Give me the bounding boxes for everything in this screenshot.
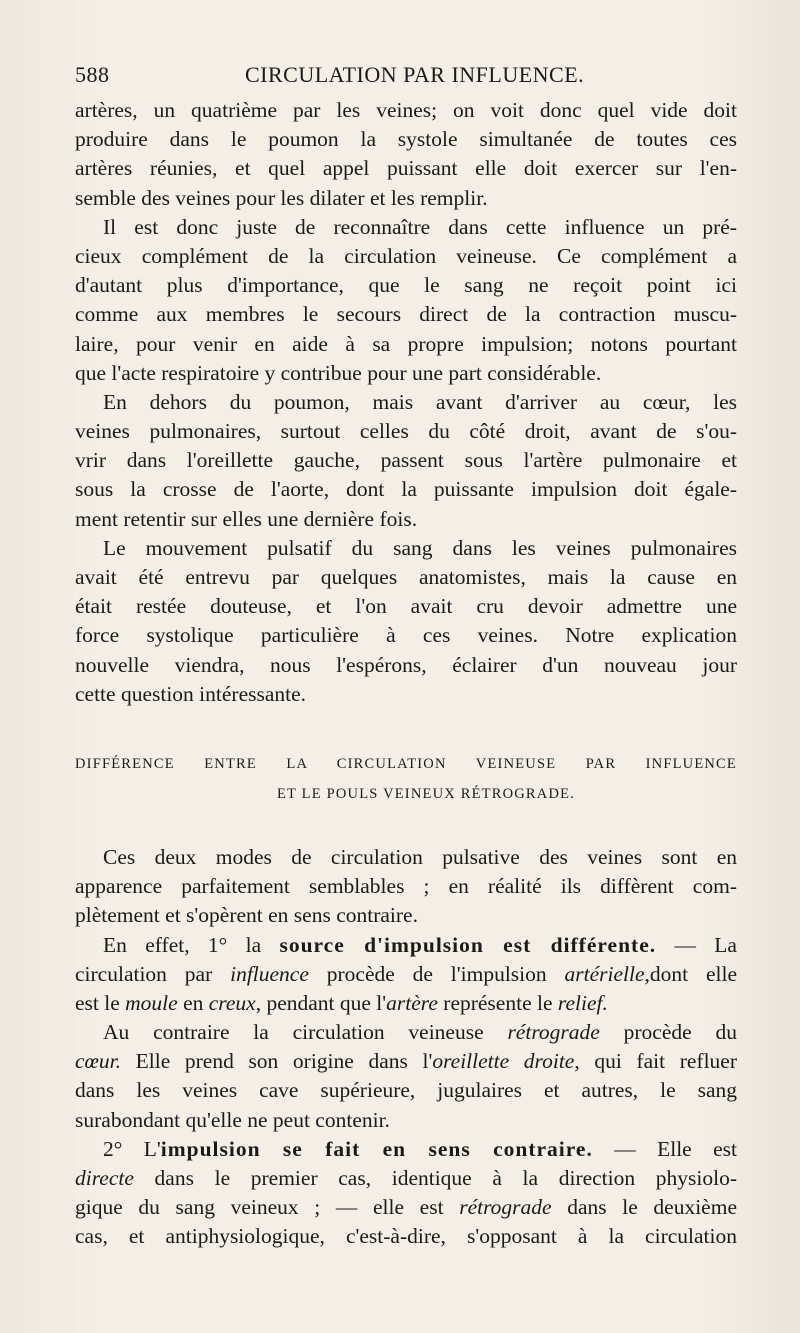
paragraph-3 bbox=[75, 388, 737, 534]
text-run: qui fait refluer bbox=[579, 1049, 737, 1074]
text-line: cette question intéressante. bbox=[75, 681, 307, 706]
paragraph-1 bbox=[75, 96, 737, 213]
bold-phrase: impulsion se fait en sens contraire. bbox=[160, 1136, 593, 1161]
text-line: cas, et antiphysiologique, c'est-à-dire, s'opposant à la circulation bbox=[75, 1224, 737, 1249]
text-line bbox=[75, 989, 737, 1018]
italic-word: cœur. bbox=[75, 1049, 121, 1074]
italic-word: oreillette droite, bbox=[432, 1049, 580, 1074]
text-line bbox=[75, 1135, 737, 1164]
text-line bbox=[75, 1193, 737, 1222]
text-run: Elle prend son origine dans l' bbox=[121, 1049, 433, 1074]
section-paragraph-1 bbox=[75, 843, 737, 931]
text-line: force systolique particulière à ces veines. Notre explication bbox=[75, 623, 737, 648]
text-line: était restée douteuse, et l'on avait cru devoir admettre une bbox=[75, 594, 737, 619]
text-run: gique du sang veineux ; — elle est bbox=[75, 1195, 460, 1220]
text-line: vrir dans l'oreillette gauche, passent sous l'artère pulmonaire et bbox=[75, 448, 737, 473]
section-paragraph-2 bbox=[75, 931, 737, 1019]
italic-word: rétrograde bbox=[507, 1020, 600, 1045]
text-line: avait été entrevu par quelques anatomistes, mais la cause en bbox=[75, 565, 737, 589]
text-run: procède de l'impulsion bbox=[308, 961, 565, 986]
text-run: Au contraire la circulation veineuse bbox=[103, 1020, 508, 1045]
text-line: ment retentir sur elles une dernière fois. bbox=[75, 506, 418, 531]
text-line: Il est donc juste de reconnaître dans cette influence un pré- bbox=[103, 214, 737, 239]
text-line: apparence parfaitement semblables ; en réalité ils diffèrent com- bbox=[75, 874, 737, 899]
text-line: En dehors du poumon, mais avant d'arriver au cœur, les bbox=[103, 389, 737, 414]
text-line: Le mouvement pulsatif du sang dans les veines pulmonaires bbox=[103, 535, 737, 560]
text-line: comme aux membres le secours direct de la contraction muscu- bbox=[75, 302, 737, 327]
section-heading-line-1: DIFFÉRENCE ENTRE LA CIRCULATION VEINEUSE PAR INFLUENCE bbox=[75, 755, 737, 772]
text-run: est le bbox=[75, 990, 126, 1015]
text-run: circulation par bbox=[75, 961, 231, 986]
text-run: dans le premier cas, identique à la direction physiolo- bbox=[133, 1166, 737, 1190]
page-body bbox=[75, 96, 737, 1252]
text-run: procède du bbox=[599, 1020, 737, 1045]
italic-word: influence bbox=[230, 961, 309, 986]
text-line: dans les veines cave supérieure, jugulaires et autres, le sang bbox=[75, 1078, 737, 1103]
italic-word: relief. bbox=[557, 990, 608, 1015]
page-number: 588 bbox=[75, 62, 110, 87]
running-title: CIRCULATION PAR INFLUENCE. bbox=[245, 62, 585, 87]
text-line: laire, pour venir en aide à sa propre impulsion; notons pourtant bbox=[75, 331, 737, 356]
section-paragraph-4 bbox=[75, 1135, 737, 1252]
bold-phrase: source d'impulsion est différente. bbox=[279, 932, 657, 957]
text-line: d'autant plus d'importance, que le sang ne reçoit point ici bbox=[75, 273, 737, 298]
paragraph-4 bbox=[75, 534, 737, 709]
text-run: représente le bbox=[437, 990, 558, 1015]
section-heading-line-2: ET LE POULS VEINEUX RÉTROGRADE. bbox=[276, 785, 576, 802]
text-line: semble des veines pour les dilater et les remplir. bbox=[75, 185, 488, 210]
italic-word: artérielle, bbox=[564, 961, 650, 986]
section-paragraph-3 bbox=[75, 1018, 737, 1135]
text-line: artères, un quatrième par les veines; on voit donc quel vide doit bbox=[75, 98, 737, 122]
text-run: , pendant que l' bbox=[255, 990, 387, 1015]
text-line bbox=[75, 1018, 737, 1047]
text-line bbox=[75, 1164, 737, 1193]
text-line bbox=[75, 960, 737, 989]
text-line: produire dans le poumon la systole simultanée de toutes ces bbox=[75, 127, 737, 152]
text-line bbox=[75, 931, 737, 960]
text-line: plètement et s'opèrent en sens contraire. bbox=[75, 903, 418, 928]
italic-word: directe bbox=[75, 1166, 134, 1190]
text-line: artères réunies, et quel appel puissant elle doit exercer sur l'en- bbox=[75, 156, 737, 181]
running-header bbox=[75, 62, 735, 92]
paragraph-2 bbox=[75, 213, 737, 388]
text-run: dont elle bbox=[649, 961, 737, 986]
text-line: veines pulmonaires, surtout celles du côté droit, avant de s'ou- bbox=[75, 419, 737, 444]
text-run: — Elle est bbox=[592, 1136, 737, 1161]
italic-word: rétrograde bbox=[459, 1195, 552, 1220]
text-line bbox=[75, 1047, 737, 1076]
text-line: cieux complément de la circulation veineuse. Ce complément a bbox=[75, 243, 737, 268]
text-line: nouvelle viendra, nous l'espérons, éclairer d'un nouveau jour bbox=[75, 652, 737, 677]
text-run: 2° L' bbox=[103, 1136, 161, 1161]
italic-word: creux bbox=[208, 990, 256, 1015]
text-line: que l'acte respiratoire y contribue pour une part considérable. bbox=[75, 360, 602, 385]
text-run: En effet, 1° la bbox=[103, 932, 280, 957]
text-run: — La bbox=[656, 932, 737, 957]
italic-word: artère bbox=[386, 990, 438, 1015]
text-run: dans le deuxième bbox=[551, 1195, 737, 1220]
text-line: surabondant qu'elle ne peut contenir. bbox=[75, 1107, 390, 1132]
text-line: Ces deux modes de circulation pulsative des veines sont en bbox=[103, 844, 737, 869]
italic-word: moule bbox=[125, 990, 178, 1015]
text-run: en bbox=[177, 990, 209, 1015]
text-line: sous la crosse de l'aorte, dont la puissante impulsion doit égale- bbox=[75, 477, 737, 502]
